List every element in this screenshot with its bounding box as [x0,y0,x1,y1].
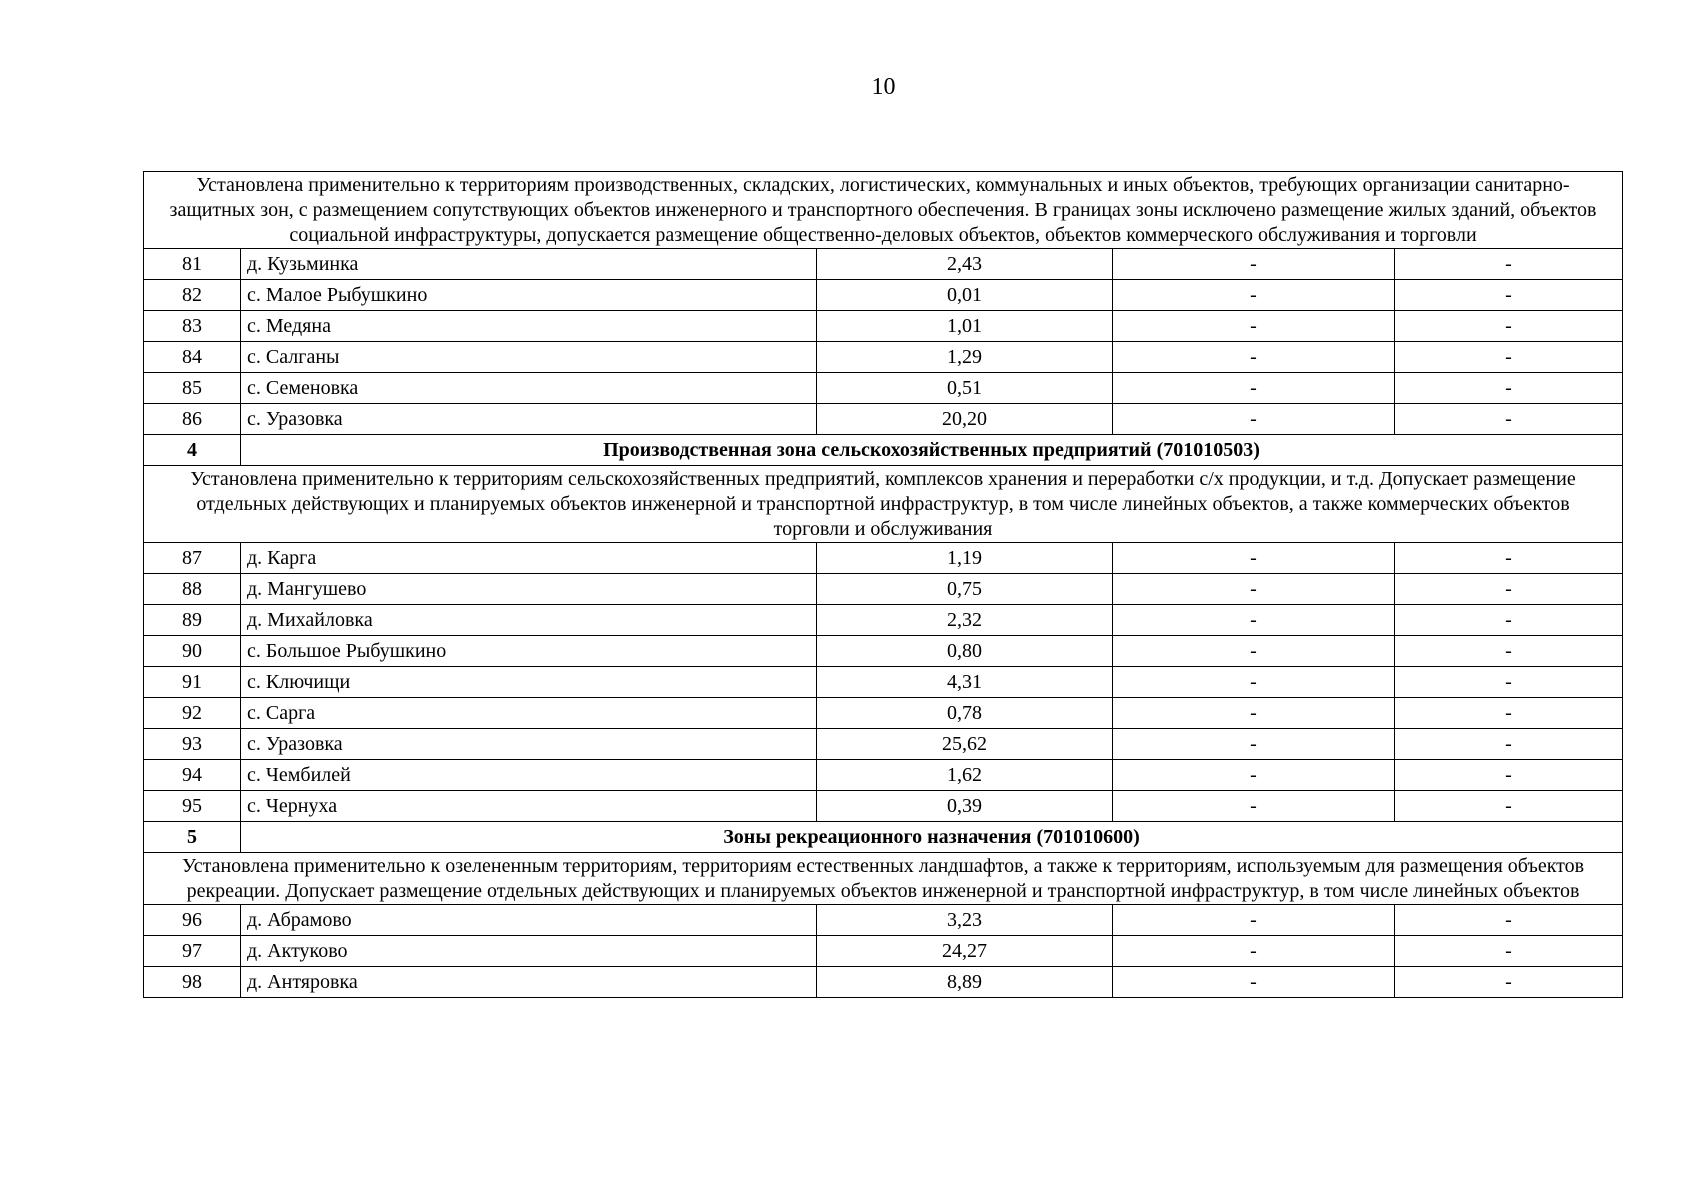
column-5-value: - [1395,936,1623,967]
column-4-value: - [1113,342,1395,373]
zone-description-row [144,466,1623,543]
column-5-value: - [1395,311,1623,342]
row-number: 93 [144,729,241,760]
row-number: 84 [144,342,241,373]
zone-number: 5 [144,822,241,853]
column-4-value: - [1113,760,1395,791]
area-value: 0,80 [817,636,1113,667]
settlement-name: д. Актуково [241,936,817,967]
table-row [144,311,1623,342]
area-value: 8,89 [817,967,1113,998]
column-5-value: - [1395,791,1623,822]
settlement-name: с. Большое Рыбушкино [241,636,817,667]
row-number: 90 [144,636,241,667]
area-value: 25,62 [817,729,1113,760]
table-row [144,574,1623,605]
zone-title: Производственная зона сельскохозяйственных предприятий (701010503) [241,435,1623,466]
row-number: 94 [144,760,241,791]
column-4-value: - [1113,667,1395,698]
table-row [144,905,1623,936]
row-number: 87 [144,543,241,574]
column-4-value: - [1113,543,1395,574]
settlement-name: с. Семеновка [241,373,817,404]
settlement-name: д. Михайловка [241,605,817,636]
area-value: 1,29 [817,342,1113,373]
table-row [144,342,1623,373]
column-4-value: - [1113,373,1395,404]
area-value: 24,27 [817,936,1113,967]
row-number: 97 [144,936,241,967]
settlement-name: д. Мангушево [241,574,817,605]
column-5-value: - [1395,404,1623,435]
row-number: 85 [144,373,241,404]
area-value: 0,78 [817,698,1113,729]
zone-description: Установлена применительно к территориям производственных, складских, логистических, коммунальных и иных объектов, требующих организации санитарно-защитных зон, с размещением сопутствующих объектов инженерного и транспортного обеспечения. В границах зоны исключено размещение жилых зданий, объектов социальной инфраструктуры, допускается размещение общественно-деловых объектов, объектов коммерческого обслуживания и торговли [144,172,1623,249]
area-value: 1,01 [817,311,1113,342]
table-row [144,605,1623,636]
table-row [144,636,1623,667]
column-5-value: - [1395,760,1623,791]
column-4-value: - [1113,280,1395,311]
settlement-name: с. Уразовка [241,729,817,760]
row-number: 91 [144,667,241,698]
settlement-name: с. Ключищи [241,667,817,698]
row-number: 89 [144,605,241,636]
settlement-name: д. Карга [241,543,817,574]
table-row [144,373,1623,404]
area-value: 2,32 [817,605,1113,636]
column-5-value: - [1395,905,1623,936]
column-4-value: - [1113,791,1395,822]
column-4-value: - [1113,311,1395,342]
row-number: 82 [144,280,241,311]
table-row [144,249,1623,280]
row-number: 88 [144,574,241,605]
column-4-value: - [1113,905,1395,936]
settlement-name: с. Чембилей [241,760,817,791]
row-number: 86 [144,404,241,435]
row-number: 98 [144,967,241,998]
column-5-value: - [1395,967,1623,998]
row-number: 81 [144,249,241,280]
zones-table [143,171,1623,998]
column-4-value: - [1113,605,1395,636]
column-4-value: - [1113,967,1395,998]
zone-description-row [144,853,1623,905]
column-4-value: - [1113,729,1395,760]
zone-header-row [144,435,1623,466]
column-5-value: - [1395,636,1623,667]
settlement-name: с. Уразовка [241,404,817,435]
row-number: 83 [144,311,241,342]
column-5-value: - [1395,574,1623,605]
page-number: 10 [871,74,896,100]
column-5-value: - [1395,729,1623,760]
settlement-name: с. Медяна [241,311,817,342]
area-value: 1,19 [817,543,1113,574]
row-number: 96 [144,905,241,936]
table-row [144,760,1623,791]
area-value: 0,75 [817,574,1113,605]
area-value: 0,39 [817,791,1113,822]
settlement-name: с. Сарга [241,698,817,729]
column-5-value: - [1395,543,1623,574]
settlement-name: с. Чернуха [241,791,817,822]
column-4-value: - [1113,574,1395,605]
area-value: 4,31 [817,667,1113,698]
table-row [144,936,1623,967]
zone-number: 4 [144,435,241,466]
zone-title: Зоны рекреационного назначения (701010600) [241,822,1623,853]
column-4-value: - [1113,636,1395,667]
column-5-value: - [1395,280,1623,311]
column-5-value: - [1395,249,1623,280]
zone-description-row [144,172,1623,249]
column-4-value: - [1113,404,1395,435]
area-value: 0,01 [817,280,1113,311]
zone-description: Установлена применительно к озелененным территориям, территориям естественных ландшафтов, а также к территориям, используемым для размещения объектов рекреации. Допускает размещение отдельных действующих и планируемых объектов инженерной и транспортной инфраструктур, в том числе линейных объектов [144,853,1623,905]
row-number: 95 [144,791,241,822]
table-row [144,791,1623,822]
table-row [144,667,1623,698]
column-5-value: - [1395,667,1623,698]
table-row [144,404,1623,435]
column-5-value: - [1395,373,1623,404]
table-row [144,698,1623,729]
row-number: 92 [144,698,241,729]
area-value: 3,23 [817,905,1113,936]
area-value: 20,20 [817,404,1113,435]
settlement-name: д. Антяровка [241,967,817,998]
column-4-value: - [1113,249,1395,280]
column-4-value: - [1113,698,1395,729]
settlement-name: с. Малое Рыбушкино [241,280,817,311]
table-row [144,280,1623,311]
table-row [144,967,1623,998]
area-value: 2,43 [817,249,1113,280]
settlement-name: с. Салганы [241,342,817,373]
area-value: 0,51 [817,373,1113,404]
settlement-name: д. Абрамово [241,905,817,936]
table-row [144,729,1623,760]
zone-header-row [144,822,1623,853]
column-4-value: - [1113,936,1395,967]
column-5-value: - [1395,342,1623,373]
column-5-value: - [1395,605,1623,636]
settlement-name: д. Кузьминка [241,249,817,280]
column-5-value: - [1395,698,1623,729]
area-value: 1,62 [817,760,1113,791]
zones-table-body [144,172,1623,998]
table-row [144,543,1623,574]
zone-description: Установлена применительно к территориям сельскохозяйственных предприятий, комплексов хранения и переработки с/х продукции, и т.д. Допускает размещение отдельных действующих и планируемых объектов инженерной и транспортной инфраструктур, в том числе линейных объектов, а также коммерческих объектов торговли и обслуживания [144,466,1623,543]
